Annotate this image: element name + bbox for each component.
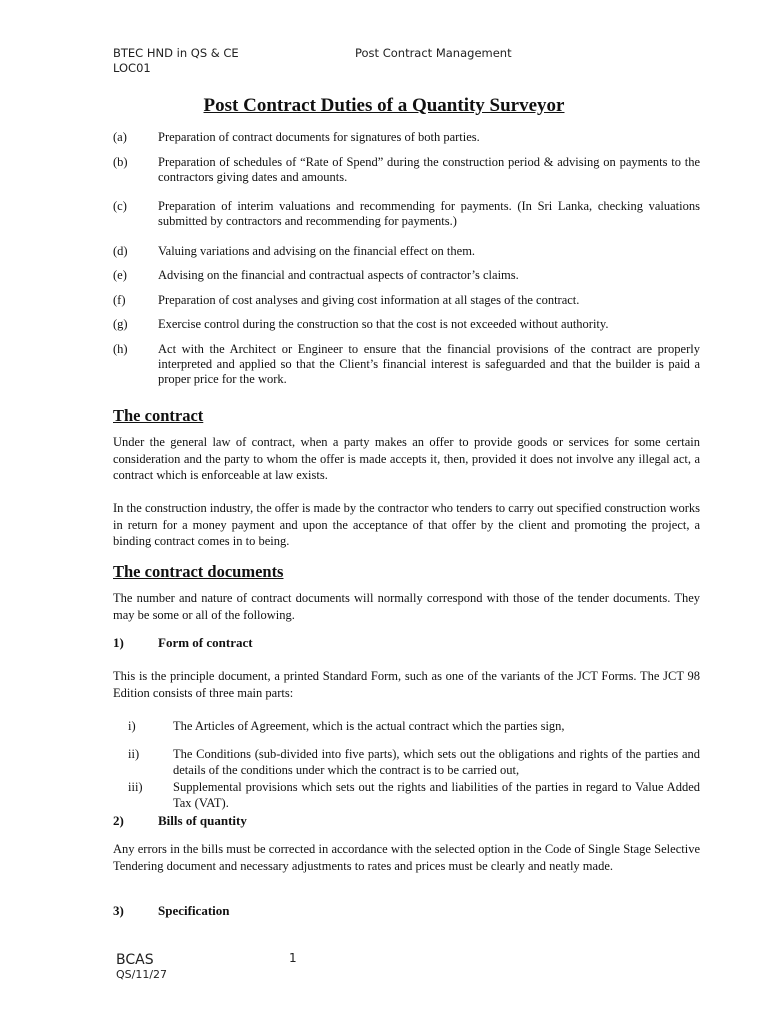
contract-part-item [128,779,700,811]
duty-label: (a) [113,130,127,144]
duty-item [113,342,700,387]
footer-org: BCAS [116,952,154,968]
contract-part-item [128,718,700,734]
duty-item [113,199,700,229]
duty-label: (g) [113,317,128,331]
bills-paragraph: Any errors in the bills must be corrected in accordance with the selected option in the Code of Single Stage Selective Tendering document and necessary adjustments to rates and prices must be clearly and neatly made. [113,842,700,873]
section-heading-documents: The contract documents [113,562,284,581]
duty-text: Advising on the financial and contractual aspects of contractor’s claims. [158,268,519,282]
page-title: Post Contract Duties of a Quantity Surveyor [203,95,565,116]
duty-text: Exercise control during the construction so that the cost is not exceeded without authority. [158,317,609,331]
duty-item [113,317,700,332]
subheading-label: Form of contract [158,635,253,650]
form-of-contract-paragraph: This is the principle document, a printed Standard Form, such as one of the variants of the JCT Forms. The JCT 98 Edition consists of three main parts: [113,669,700,700]
part-label: i) [128,719,136,733]
contract-paragraph-1: Under the general law of contract, when a party makes an offer to provide goods or services for some certain consideration and the party to whom the offer is made accepts it, then, provided it does not involve any illegal act, a contract which is enforceable at law exists. [113,435,700,482]
subheading-number: 3) [113,903,124,918]
subheading-label: Specification [158,903,230,918]
duty-label: (e) [113,268,127,282]
duty-text: Preparation of contract documents for signatures of both parties. [158,130,480,144]
part-text: The Conditions (sub-divided into five parts), which sets out the obligations and rights of the parties and details of the conditions under which the contract is to be carried out, [173,747,700,777]
duty-label: (h) [113,342,128,356]
duty-item [113,130,700,145]
header-code: LOC01 [113,61,151,75]
part-label: ii) [128,747,140,761]
duty-text: Preparation of cost analyses and giving cost information at all stages of the contract. [158,293,580,307]
contract-part-item [128,746,700,778]
part-label: iii) [128,780,143,794]
part-text: The Articles of Agreement, which is the actual contract which the parties sign, [173,719,565,733]
header-course: BTEC HND in QS & CE [113,46,239,60]
duty-label: (b) [113,155,128,169]
duty-item [113,244,700,259]
duty-text: Act with the Architect or Engineer to ensure that the financial provisions of the contract are properly interpreted and applied so that the Client’s financial interest is safeguarded and that the builder is paid a proper price for the work. [158,342,700,386]
duty-text: Valuing variations and advising on the financial effect on them. [158,244,476,258]
subheading-label: Bills of quantity [158,813,247,828]
subheading-number: 1) [113,635,124,650]
part-text: Supplemental provisions which sets out the rights and liabilities of the parties in regard to Value Added Tax (VAT). [173,780,700,810]
footer-ref: QS/11/27 [116,968,168,981]
duty-item [113,293,700,308]
duty-label: (f) [113,293,126,307]
duty-text: Preparation of schedules of “Rate of Spend” during the construction period & advising on payments to the contractors giving dates and amounts. [158,155,700,184]
contract-paragraph-2: In the construction industry, the offer is made by the contractor who tenders to carry out specified construction works in return for a money payment and upon the acceptance of that offer by the client and promoting the project, a binding contract comes in to being. [113,501,700,548]
page-number: 1 [289,951,297,965]
subheading-number: 2) [113,813,124,828]
header-module: Post Contract Management [355,46,512,60]
duty-item [113,155,700,185]
duty-text: Preparation of interim valuations and recommending for payments. (In Sri Lanka, checking valuations submitted by contractors and recommending for payments.) [158,199,700,228]
duty-label: (c) [113,199,127,213]
section-heading-contract: The contract [113,406,204,425]
duty-label: (d) [113,244,128,258]
documents-intro: The number and nature of contract documents will normally correspond with those of the tender documents. They may be some or all of the following. [113,591,700,622]
duty-item [113,268,700,283]
